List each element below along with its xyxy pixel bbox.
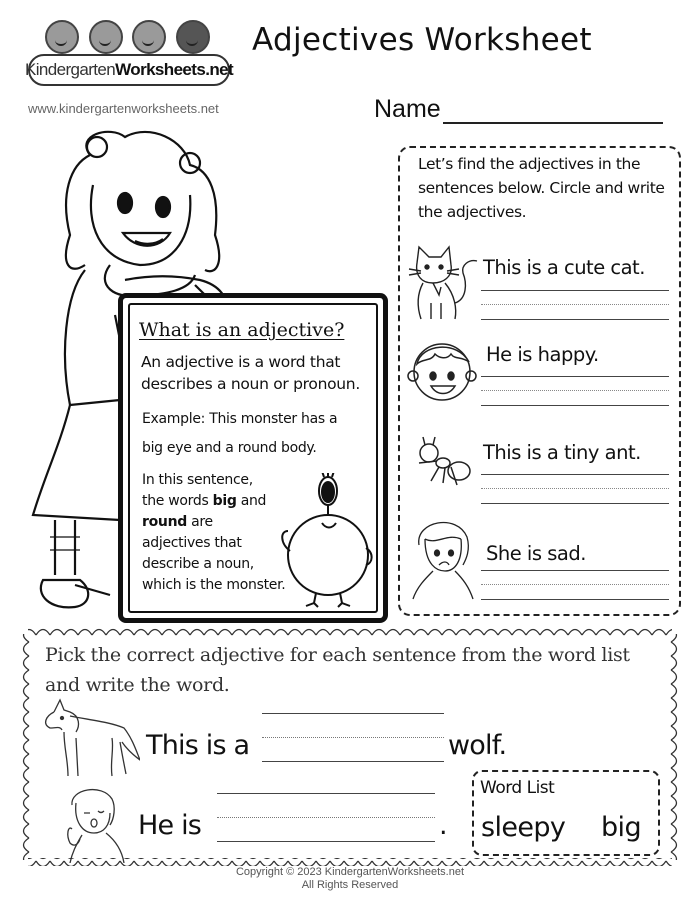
writing-line-cat[interactable]	[481, 290, 669, 330]
example-text	[142, 405, 337, 463]
definition-line: describes a noun or pronoun.	[141, 375, 360, 393]
writing-line-happy[interactable]	[481, 376, 669, 416]
sentence-happy: He is happy.	[486, 343, 599, 366]
writing-line-ant[interactable]	[481, 474, 669, 514]
pick-instructions: Pick the correct adjective for each sentence from the word list and write the word.	[45, 644, 630, 696]
explanation-line: describe a noun,	[142, 556, 254, 572]
explanation-line: which is the monster.	[142, 577, 286, 593]
ant-illustration	[413, 435, 475, 491]
kid-face-icon	[89, 20, 123, 54]
copyright-footer	[0, 866, 700, 892]
word-list-title: Word List	[480, 778, 555, 798]
explanation-fragment: the words	[142, 493, 213, 509]
sentence-cat: This is a cute cat.	[483, 256, 645, 279]
sad-girl-illustration	[407, 515, 479, 600]
cat-illustration	[405, 243, 480, 323]
logo-banner	[24, 54, 234, 86]
copyright-text: Copyright © 2023 KindergartenWorksheets.net	[235, 866, 465, 878]
site-logo	[22, 20, 232, 98]
explanation-line	[142, 512, 285, 533]
boy-sentence-end: .	[439, 810, 447, 841]
sleepy-boy-illustration	[62, 785, 132, 863]
kid-face-icon	[45, 20, 79, 54]
wolf-sentence-start: This is a	[146, 730, 250, 761]
example-line: Example: This monster has a	[142, 411, 338, 427]
name-label: Name	[374, 95, 441, 123]
answer-blank-boy[interactable]	[217, 793, 435, 843]
sentence-sad: She is sad.	[486, 542, 586, 565]
adjective-definition-box	[118, 293, 388, 623]
monster-illustration	[278, 473, 373, 608]
definition-line: An adjective is a word that	[141, 353, 341, 371]
name-field-line[interactable]	[443, 122, 663, 124]
logo-kids-illustration	[40, 20, 215, 56]
writing-line-sad[interactable]	[481, 570, 669, 610]
logo-brand-bold: Worksheets.net	[115, 60, 234, 79]
rights-text: All Rights Reserved	[301, 879, 399, 891]
explanation-line: adjectives that	[142, 535, 242, 551]
wolf-sentence-end: wolf.	[448, 730, 507, 761]
boy-sentence-start: He is	[138, 810, 202, 841]
explanation-line: In this sentence,	[142, 472, 253, 488]
explanation-line	[142, 491, 285, 512]
word-option-sleepy: sleepy	[481, 812, 566, 843]
explanation-fragment: and	[236, 493, 267, 509]
logo-brand-light: Kindergarten	[24, 60, 116, 79]
explanation-text	[142, 470, 285, 596]
happy-boy-illustration	[407, 336, 479, 406]
kid-face-icon	[176, 20, 210, 54]
explanation-fragment: are	[186, 514, 213, 530]
highlighted-adjective: round	[142, 514, 187, 530]
answer-blank-wolf[interactable]	[262, 713, 444, 763]
definition-title: What is an adjective?	[139, 319, 345, 341]
worksheet-title: Adjectives Worksheet	[252, 22, 592, 58]
sentence-ant: This is a tiny ant.	[483, 441, 641, 464]
kid-face-icon	[132, 20, 166, 54]
wolf-illustration	[40, 698, 140, 780]
example-line: big eye and a round body.	[142, 440, 317, 456]
highlighted-adjective: big	[212, 493, 237, 509]
word-option-big: big	[601, 812, 641, 843]
site-url: www.kindergartenworksheets.net	[28, 101, 219, 116]
circle-instructions: Let’s find the adjectives in the sentences below. Circle and write the adjectives.	[418, 155, 665, 221]
definition-text	[141, 351, 360, 395]
